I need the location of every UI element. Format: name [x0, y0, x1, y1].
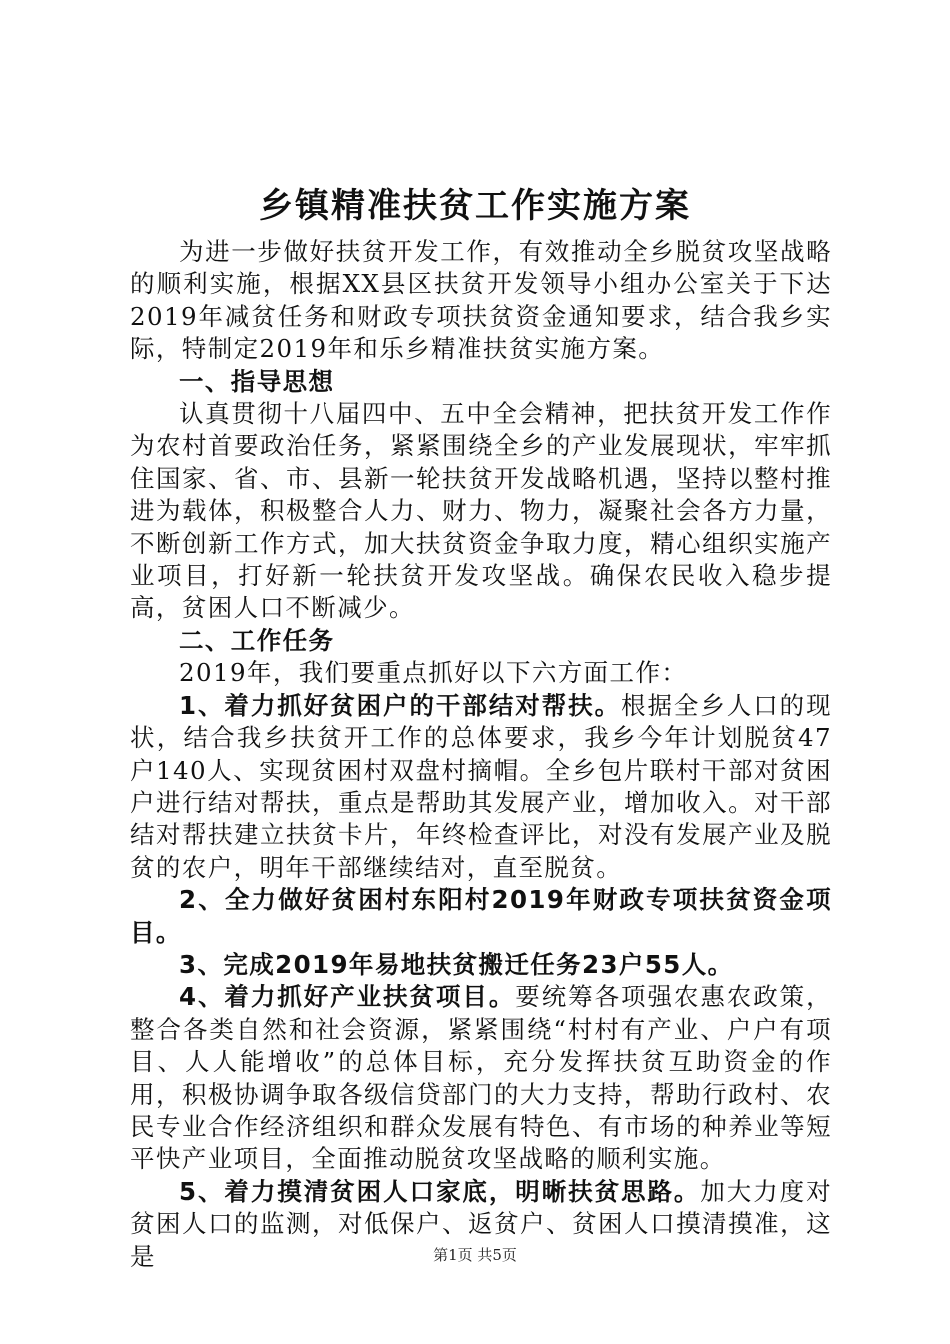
- section-heading-guiding-ideology: 一、指导思想: [179, 366, 335, 396]
- page-number-footer: 第1页 共5页: [433, 1246, 517, 1264]
- document-body: [130, 236, 832, 1273]
- task-4-lead: 4、着力抓好产业扶贫项目。: [179, 982, 516, 1012]
- work-tasks-intro: 2019年，我们要重点抓好以下六方面工作：: [179, 658, 688, 688]
- task-1-body: 根据全乡人口的现状，结合我乡扶贫开工作的总体要求，我乡今年计划脱贫47户140人、实现贫困村双盘村摘帽。全乡包片联村干部对贫困户进行结对帮扶，重点是帮助其发展产业，增加收入。对干部结对帮扶建立扶贫卡片，年终检查评比，对没有发展产业及脱贫的农户，明年干部继续结对，直至脱贫。: [130, 690, 832, 882]
- document-title: 乡镇精准扶贫工作实施方案: [259, 186, 691, 226]
- intro-paragraph: 为进一步做好扶贫开发工作，有效推动全乡脱贫攻坚战略的顺利实施，根据XX县区扶贫开发领导小组办公室关于下达2019年减贫任务和财政专项扶贫资金通知要求，结合我乡实际，特制定2019年和乐乡精准扶贫实施方案。: [130, 237, 832, 364]
- task-1-lead: 1、着力抓好贫困户的干部结对帮扶。: [179, 690, 622, 720]
- task-5-lead: 5、着力摸清贫困人口家底，明晰扶贫思路。: [179, 1176, 701, 1206]
- task-1-paragraph: [130, 690, 832, 884]
- guiding-ideology-paragraph: 认真贯彻十八届四中、五中全会精神，把扶贫开发工作作为农村首要政治任务，紧紧围绕全乡的产业发展现状，牢牢抓住国家、省、市、县新一轮扶贫开发战略机遇，坚持以整村推进为载体，积极整合人力、财力、物力，凝聚社会各方力量，不断创新工作方式，加大扶贫资金争取力度，精心组织实施产业项目，打好新一轮扶贫开发攻坚战。确保农民收入稳步提高，贫困人口不断减少。: [130, 399, 832, 623]
- task-4-paragraph: [130, 981, 832, 1175]
- section-heading-work-tasks: 二、工作任务: [179, 625, 335, 655]
- task-4-body: 要统筹各项强农惠农政策，整合各类自然和社会资源，紧紧围绕“村村有产业、户户有项目、人人能增收”的总体目标，充分发挥扶贫互助资金的作用，积极协调争取各级信贷部门的大力支持，帮助行政村、农民专业合作经济组织和群众发展有特色、有市场的种养业等短平快产业项目，全面推动脱贫攻坚战略的顺利实施。: [130, 982, 832, 1174]
- task-3-paragraph: 3、完成2019年易地扶贫搬迁任务23户55人。: [179, 949, 734, 979]
- task-5-body: 加大力度对贫困人口的监测，对低保户、返贫户、贫困人口摸清摸准，这是: [130, 1176, 833, 1271]
- task-2-paragraph: 2、全力做好贫困村东阳村2019年财政专项扶贫资金项目。: [130, 885, 832, 947]
